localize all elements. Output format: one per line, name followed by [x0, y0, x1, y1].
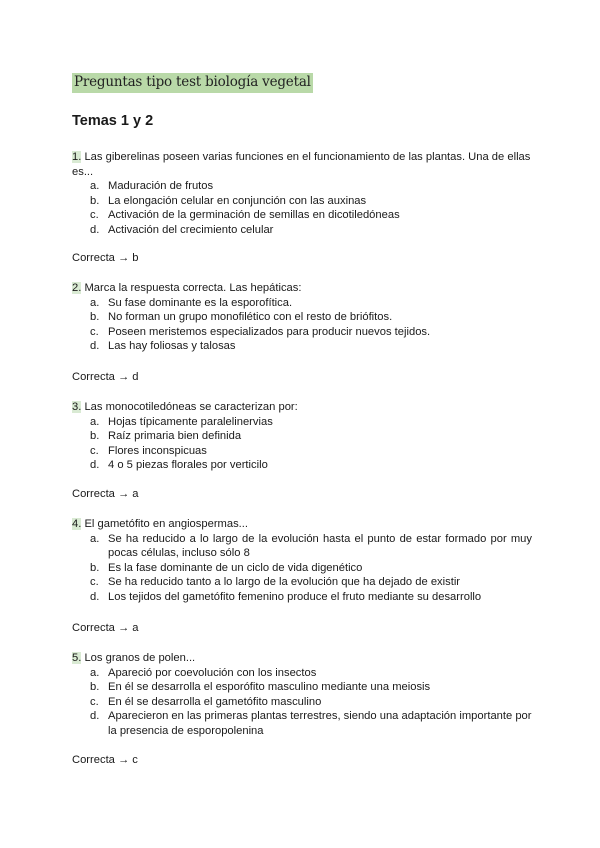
- option-text: En él se desarrolla el gametófito masculino: [108, 695, 322, 708]
- option-letter: c.: [90, 444, 99, 457]
- option-b: [72, 680, 532, 695]
- option-text: Apareció por coevolución con los insectos: [108, 666, 317, 679]
- option-text: Los tejidos del gametófito femenino produce el fruto mediante su desarrollo: [108, 590, 482, 603]
- option-c: [72, 208, 532, 223]
- option-text: Aparecieron en las primeras plantas terrestres, siendo una adaptación importante por la presencia de esporopolenina: [108, 710, 532, 737]
- option-text: 4 o 5 piezas florales por verticilo: [108, 459, 268, 472]
- option-letter: d.: [90, 340, 100, 353]
- option-text: En él se desarrolla el esporófito masculino mediante una meiosis: [108, 681, 431, 694]
- question-number: 2.: [72, 282, 82, 294]
- answer-3: Correcta → a: [72, 488, 139, 500]
- option-a: [72, 179, 532, 194]
- option-letter: c.: [90, 576, 99, 589]
- option-letter: a.: [90, 296, 100, 309]
- option-text: Se ha reducido a lo largo de la evolución hasta el punto de estar formado por muy pocas células, incluso sólo 8: [108, 532, 532, 560]
- option-text: Flores inconspicuas: [108, 444, 207, 457]
- question-text: Las monocotiledóneas se caracterizan por:: [81, 401, 298, 413]
- answer-5: Correcta → c: [72, 754, 138, 766]
- option-c: [72, 695, 532, 710]
- document-title: Preguntas tipo test biología vegetal: [72, 73, 313, 93]
- option-text: Maduración de frutos: [108, 180, 214, 193]
- option-b: [72, 429, 532, 444]
- option-letter: d.: [90, 223, 100, 236]
- option-letter: c.: [90, 695, 99, 708]
- option-d: [72, 223, 532, 238]
- options-list: [72, 415, 532, 473]
- option-c: [72, 325, 532, 340]
- option-b: [72, 561, 532, 576]
- option-letter: d.: [90, 590, 100, 603]
- option-a: [72, 296, 532, 311]
- options-list: [72, 179, 532, 237]
- question-4: [72, 517, 532, 605]
- option-text: Raíz primaria bien definida: [108, 430, 242, 443]
- answer-4: Correcta → a: [72, 622, 139, 634]
- option-letter: b.: [90, 194, 100, 207]
- answer-1: Correcta → b: [72, 252, 139, 264]
- question-text: Las giberelinas poseen varias funciones en el funcionamiento de las plantas. Una de ellas es...: [72, 151, 531, 178]
- option-a: [72, 666, 532, 681]
- option-text: Su fase dominante es la esporofítica.: [108, 296, 293, 309]
- option-text: Hojas típicamente paralelinervias: [108, 415, 273, 428]
- question-stem: [72, 400, 532, 415]
- option-letter: b.: [90, 311, 100, 324]
- option-letter: d.: [90, 459, 100, 472]
- option-text: Se ha reducido tanto a lo largo de la evolución que ha dejado de existir: [108, 576, 461, 589]
- option-letter: a.: [90, 180, 100, 193]
- option-letter: a.: [90, 415, 100, 428]
- option-text: Las hay foliosas y talosas: [108, 340, 236, 353]
- options-list: [72, 532, 532, 605]
- option-d: [72, 709, 532, 738]
- option-letter: b.: [90, 561, 100, 574]
- option-letter: b.: [90, 430, 100, 443]
- question-text: Marca la respuesta correcta. Las hepáticas:: [81, 282, 302, 294]
- options-list: [72, 296, 532, 354]
- question-text: Los granos de polen...: [81, 652, 196, 664]
- question-stem: [72, 281, 532, 296]
- option-b: [72, 310, 532, 325]
- question-3: [72, 400, 532, 473]
- question-number: 3.: [72, 401, 82, 413]
- option-letter: b.: [90, 681, 100, 694]
- option-d: [72, 590, 532, 605]
- question-text: El gametófito en angiospermas...: [81, 518, 249, 530]
- option-letter: c.: [90, 325, 99, 338]
- option-c: [72, 444, 532, 459]
- question-1: [72, 150, 532, 238]
- question-number: 5.: [72, 652, 82, 664]
- option-text: Es la fase dominante de un ciclo de vida digenético: [108, 561, 363, 574]
- question-2: [72, 281, 532, 354]
- option-text: No forman un grupo monofilético con el resto de briófitos.: [108, 311, 393, 324]
- question-number: 4.: [72, 518, 82, 530]
- option-letter: a.: [90, 666, 100, 679]
- question-stem: [72, 651, 532, 666]
- question-stem: [72, 517, 532, 532]
- section-title: Temas 1 y 2: [72, 113, 154, 129]
- question-5: [72, 651, 532, 739]
- option-text: La elongación celular en conjunción con las auxinas: [108, 194, 367, 207]
- option-a: [72, 415, 532, 430]
- option-a: [72, 532, 532, 561]
- option-b: [72, 194, 532, 209]
- option-text: Activación del crecimiento celular: [108, 223, 274, 236]
- question-stem: [72, 150, 532, 179]
- options-list: [72, 666, 532, 739]
- question-number: 1.: [72, 151, 82, 163]
- option-letter: d.: [90, 710, 100, 723]
- option-d: [72, 339, 532, 354]
- option-letter: c.: [90, 209, 99, 222]
- option-letter: a.: [90, 532, 100, 545]
- option-text: Poseen meristemos especializados para producir nuevos tejidos.: [108, 325, 431, 338]
- option-c: [72, 575, 532, 590]
- option-text: Activación de la germinación de semillas en dicotiledóneas: [108, 209, 400, 222]
- option-d: [72, 458, 532, 473]
- answer-2: Correcta → d: [72, 371, 139, 383]
